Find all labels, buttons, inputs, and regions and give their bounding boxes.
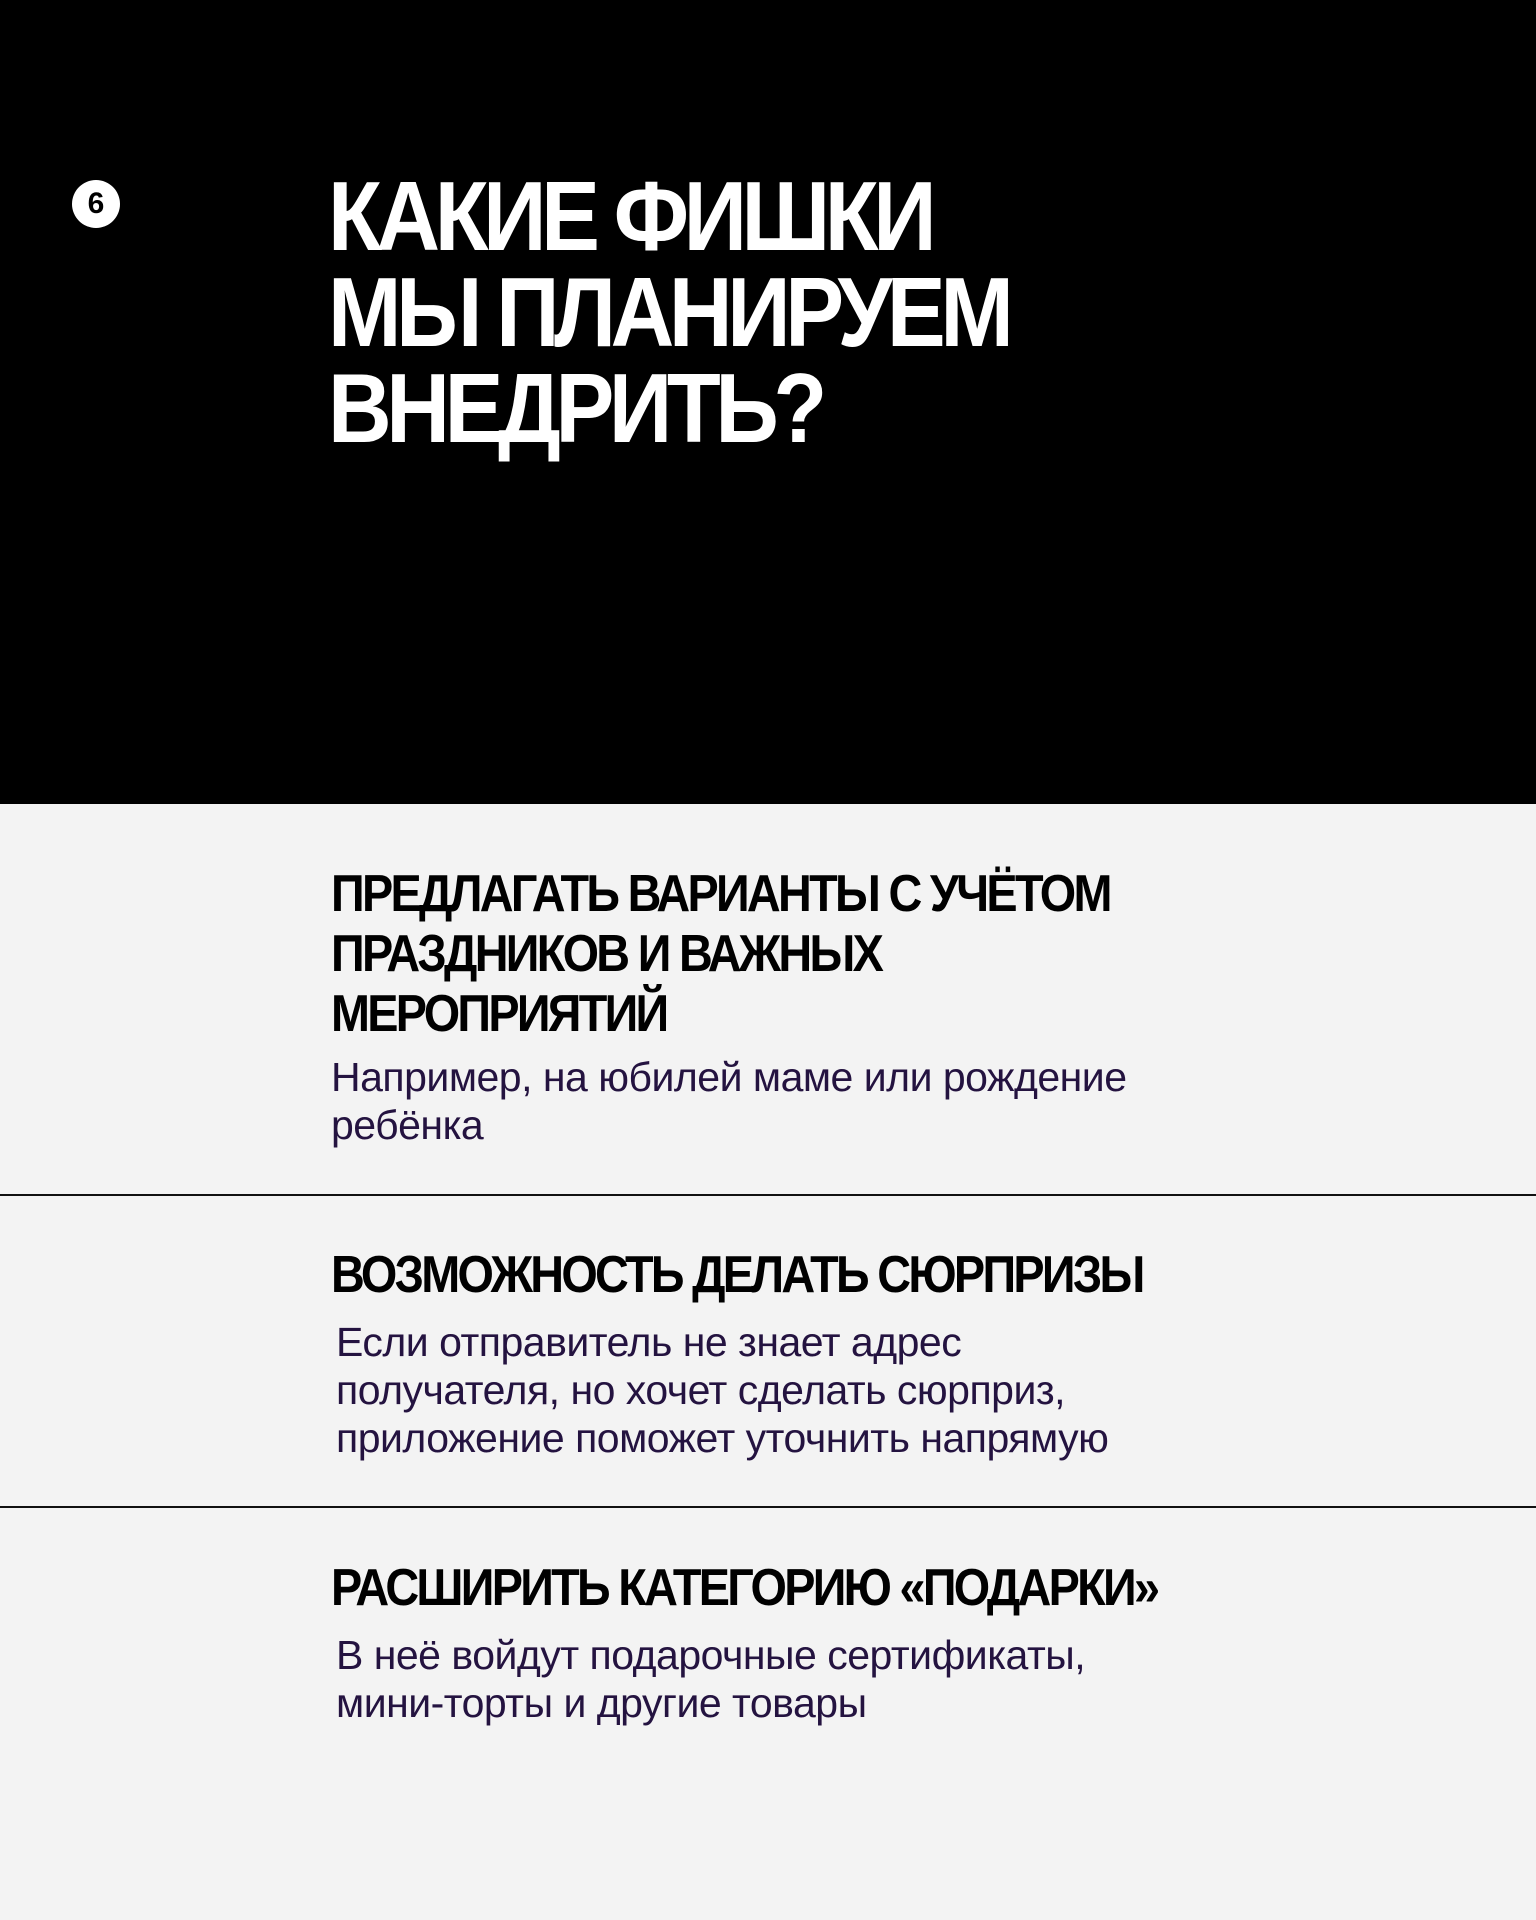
- feature-description-line: мини-торты и другие товары: [336, 1680, 867, 1726]
- feature-title-line: ПРЕДЛАГАТЬ ВАРИАНТЫ С УЧЁТОМ: [331, 865, 1110, 923]
- feature-description-line: Если отправитель не знает адрес: [336, 1319, 962, 1365]
- section-divider: [0, 1506, 1536, 1508]
- feature-title-line: МЕРОПРИЯТИЙ: [331, 985, 667, 1043]
- feature-title: [331, 864, 1110, 1044]
- feature-title-line: ВОЗМОЖНОСТЬ ДЕЛАТЬ СЮРПРИЗЫ: [331, 1246, 1143, 1304]
- page-title-line: ВНЕДРИТЬ?: [328, 353, 822, 463]
- feature-description-line: получателя, но хочет сделать сюрприз,: [336, 1367, 1066, 1413]
- page-title-line: МЫ ПЛАНИРУЕМ: [328, 257, 1009, 367]
- feature-description-line: Например, на юбилей маме или рождение: [331, 1054, 1127, 1100]
- feature-title: [331, 1558, 1157, 1618]
- page-title: [328, 161, 1228, 463]
- feature-title-line: РАСШИРИТЬ КАТЕГОРИЮ «ПОДАРКИ»: [331, 1559, 1158, 1617]
- feature-description: [336, 1631, 1085, 1727]
- feature-description: [331, 1053, 1127, 1149]
- feature-title-line: ПРАЗДНИКОВ И ВАЖНЫХ: [331, 925, 882, 983]
- feature-description-line: В неё войдут подарочные сертификаты,: [336, 1632, 1086, 1678]
- feature-description-line: ребёнка: [331, 1102, 484, 1148]
- section-divider: [0, 1194, 1536, 1196]
- feature-title: [331, 1245, 1143, 1305]
- feature-description: [336, 1318, 1108, 1462]
- hero-section: [0, 0, 1536, 804]
- page-title-line: КАКИЕ ФИШКИ: [328, 161, 932, 271]
- feature-description-line: приложение поможет уточнить напрямую: [336, 1415, 1109, 1461]
- step-number-badge: 6: [72, 180, 120, 228]
